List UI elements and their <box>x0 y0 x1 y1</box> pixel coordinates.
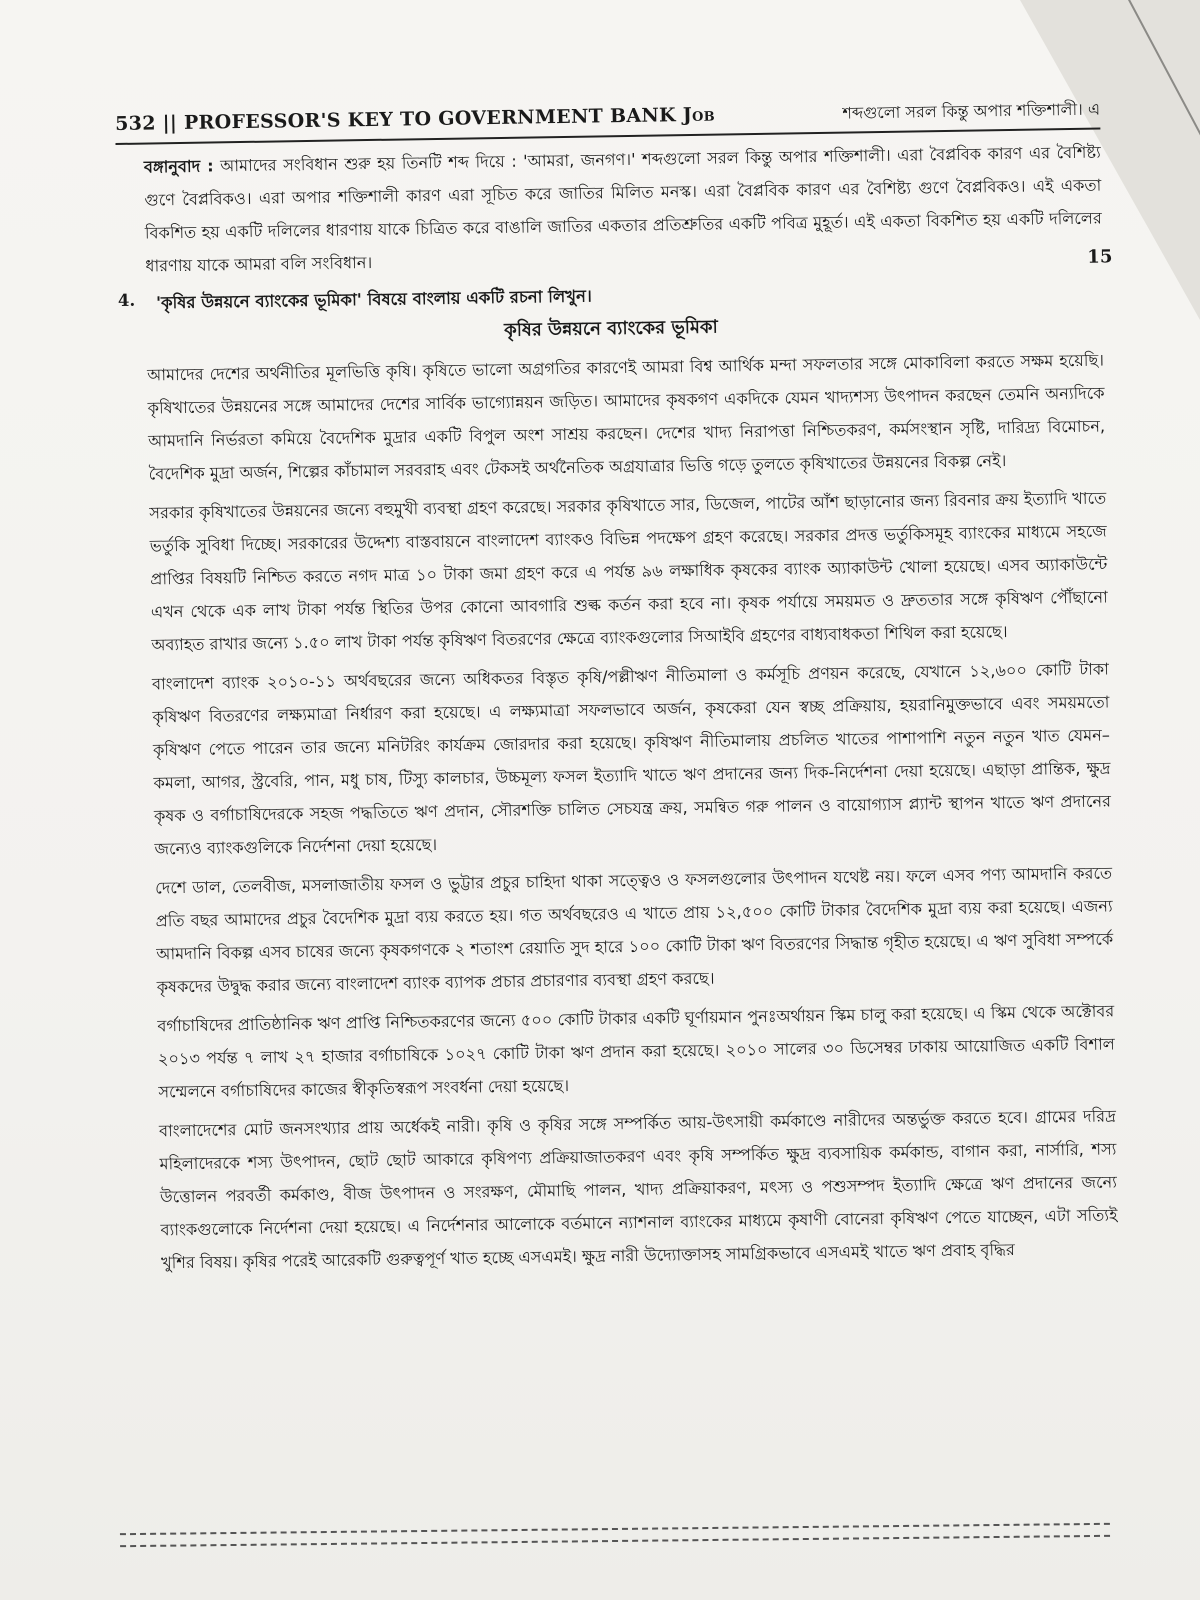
essay-paragraph-6: বাংলাদেশের মোট জনসংখ্যার প্রায় অর্ধেকই নারী। কৃষি ও কৃষির সঙ্গে সম্পর্কিত আয়-উৎসায়ী কর্মকাণ্ডে নারীদের অন্তর্ভুক্ত করতে হবে। গ্রামের দরিদ্র মহিলাদেরকে শস্য উৎপাদন, ছোট ছোট আকারে কৃষিপণ্য প্রক্রিয়াজাতকরণ এবং কৃষি সম্পর্কিত ক্ষুদ্র ব্যবসায়িক কর্মকান্ড, বাগান করা, নার্সারি, শস্য উত্তোলন পরবর্তী কর্মকাণ্ড, বীজ উৎপাদন ও সংরক্ষণ, মৌমাছি পালন, খাদ্য প্রক্রিয়াকরণ, মৎস্য ও পশুসম্পদ ইত্যাদি ক্ষেত্রে ঋণ প্রদানের জন্যে ব্যাংকগুলোকে নির্দেশনা দেয়া হয়েছে। এ নির্দেশনার আলোকে বর্তমানে ন্যাশনাল ব্যাংকের মাধ্যমে কৃষাণী বোনেরা কৃষিঋণ পেতে যাচ্ছেন, এটা সত্যিই খুশির বিষয়। কৃষির পরেই আরেকটি গুরুত্বপূর্ণ খাত হচ্ছে এসএমই। ক্ষুদ্র নারী উদ্যোক্তাসহ সামগ্রিকভাবে এসএমই খাতে ঋণ প্রবাহ বৃদ্ধির <box>158 1106 1118 1273</box>
essay-paragraph-1: আমাদের দেশের অর্থনীতির মূলভিত্তি কৃষি। কৃষিতে ভালো অগ্রগতির কারণেই আমরা বিশ্ব আর্থিক মন্দা সফলতার সঙ্গে মোকাবিলা করতে সক্ষম হয়েছি। কৃষিখাতের উন্নয়নের সঙ্গে আমাদের দেশের সার্বিক ভাগ্যোন্নয়ন জড়িত। আমাদের কৃষকগণ একদিকে যেমন খাদ্যশস্য উৎপাদন করছেন তেমনি অন্যদিকে আমদানি নির্ভরতা কমিয়ে বৈদেশিক মুদ্রার একটি বিপুল অংশ সাশ্রয় করছেন। দেশের খাদ্য নিরাপত্তা নিশ্চিতকরণ, কর্মসংস্থান সৃষ্টি, দারিদ্র্য বিমোচন, বৈদেশিক মুদ্রা অর্জন, শিল্পের কাঁচামাল সরবরাহ এবং টেকসই অর্থনৈতিক অগ্রযাত্রার ভিত্তি গড়ে তুলতে কৃষিখাতের উন্নয়নের বিকল্প নেই। <box>146 350 1106 484</box>
running-head-title: 532 || PROFESSOR'S KEY TO GOVERNMENT BANK Job <box>115 103 716 135</box>
page-number: 15 <box>1087 246 1113 268</box>
essay-paragraph-2: সরকার কৃষিখাতের উন্নয়নের জন্যে বহুমুখী ব্যবস্থা গ্রহণ করেছে। সরকার কৃষিখাতে সার, ডিজেল, পাটের আঁশ ছাড়ানোর জন্য রিবনার ক্রয় ইত্যাদি খাতে ভর্তুকি সুবিধা দিচ্ছে। সরকারের উদ্দেশ্য বাস্তবায়নে বাংলাদেশ ব্যাংকও বিভিন্ন পদক্ষেপ গ্রহণ করেছে। সরকার প্রদত্ত ভর্তুকিসমূহ ব্যাংকের মাধ্যমে সহজে প্রাপ্তির বিষয়টি নিশ্চিত করতে নগদ মাত্র ১০ টাকা জমা গ্রহণ করে এ পর্যন্ত ৯৬ লক্ষাধিক কৃষকের ব্যাংক অ্যাকাউন্ট খোলা হয়েছে। এসব অ্যাকাউন্টে এখন থেকে এক লাখ টাকা পর্যন্ত স্থিতির উপর কোনো আবগারি শুল্ক কর্তন করা হবে না। কৃষক পর্যায়ে সময়মত ও দ্রুততার সঙ্গে কৃষিঋণ পৌঁছানো অব্যাহত রাখার জন্যে ১.৫০ লাখ টাকা পর্যন্ত কৃষিঋণ বিতরণের ক্ষেত্রে ব্যাংকগুলোর সিআইবি গ্রহণের বাধ্যবাধকতা শিথিল করা হয়েছে। <box>149 488 1108 655</box>
translation-text: আমাদের সংবিধান শুরু হয় তিনটি শব্দ দিয়ে : 'আমরা, জনগণ।' শব্দগুলো সরল কিন্তু অপার শক্তিশালী। এরা বৈপ্লবিক কারণ এর বৈশিষ্ট্য গুণে বৈপ্লবিকও। এরা অপার শক্তিশালী কারণ এরা সূচিত করে জাতির মিলিত মনস্ক। এরা বৈপ্লবিক কারণ এর বৈশিষ্ট্য গুণে বৈপ্লবিকও। এই একতা বিকশিত হয় একটি দলিলের ধারণায় যাকে চিত্রিত করে বাঙালি জাতির একতার প্রতিশ্রুতির একটি পবিত্র মুহূর্ত। এই একতা বিকশিত হয় একটি দলিলের ধারণায় যাকে আমরা বলি সংবিধান। <box>144 142 1102 276</box>
essay-title: কৃষির উন্নয়নে ব্যাংকের ভূমিকা <box>504 316 718 341</box>
translation-paragraph <box>116 136 1103 283</box>
page-content <box>115 97 1118 1286</box>
essay-paragraph-3: বাংলাদেশ ব্যাংক ২০১০-১১ অর্থবছরের জন্যে অধিকতর বিস্তৃত কৃষি/পল্লীঋণ নীতিমালা ও কর্মসূচি প্রণয়ন করেছে, যেখানে ১২,৬০০ কোটি টাকা কৃষিঋণ বিতরণের লক্ষ্যমাত্রা নির্ধারণ করা হয়েছে। এ লক্ষ্যমাত্রা সফলভাবে অর্জন, কৃষকেরা যেন স্বচ্ছ প্রক্রিয়ায়, হয়রানিমুক্তভাবে এবং সময়মতো কৃষিঋণ পেতে পারেন তার জন্যে মনিটরিং কার্যক্রম জোরদার করা হয়েছে। কৃষিঋণ নীতিমালায় প্রচলিত খাতের পাশাপাশি নতুন নতুন খাত যেমন– কমলা, আগর, স্ট্রবেরি, পান, মধু চাষ, টিস্যু কালচার, উচ্চমূল্য ফসল ইত্যাদি খাতে ঋণ প্রদানের জন্য দিক-নির্দেশনা দেয়া হয়েছে। এছাড়া প্রান্তিক, ক্ষুদ্র কৃষক ও বর্গাচাষিদেরকে সহজ পদ্ধতিতে ঋণ প্রদান, সৌরশক্তি চালিত সেচযন্ত্র ক্রয়, সমন্বিত গরু পালন ও বায়োগ্যাস প্ল্যান্ট স্থাপন খাতে ঋণ প্রদানের জন্যেও ব্যাংকগুলিকে নির্দেশনা দেয়া হয়েছে। <box>151 659 1112 859</box>
question-text: 'কৃষির উন্নয়নে ব্যাংকের ভূমিকা' বিষয়ে বাংলায় একটি রচনা লিখুন। <box>155 286 592 313</box>
footer-dashed-rule <box>120 1523 1110 1547</box>
translation-label: বঙ্গানুবাদ : <box>143 156 214 177</box>
essay-paragraph-4: দেশে ডাল, তেলবীজ, মসলাজাতীয় ফসল ও ভুট্টার প্রচুর চাহিদা থাকা সত্ত্বেও ও ফসলগুলোর উৎপাদন যথেষ্ট নয়। ফলে এসব পণ্য আমদানি করতে প্রতি বছর আমাদের প্রচুর বৈদেশিক মুদ্রা ব্যয় করতে হয়। গত অর্থবছরেও এ খাতে প্রায় ১২,৫০০ কোটি টাকার বৈদেশিক মুদ্রা ব্যয় করা হয়েছে। এজন্য আমদানি বিকল্প এসব চাষের জন্যে কৃষকগণকে ২ শতাংশ রেয়াতি সুদ হারে ১০০ কোটি টাকা ঋণ বিতরণের সিদ্ধান্ত গৃহীত হয়েছে। এ ঋণ সুবিধা সম্পর্কে কৃষকদের উদ্বুদ্ধ করার জন্যে বাংলাদেশ ব্যাংক ব্যাপক প্রচার প্রচারণার ব্যবস্থা গ্রহণ করছে। <box>155 863 1114 997</box>
question-number: 4. <box>117 290 136 310</box>
essay-paragraph-5: বর্গাচাষিদের প্রাতিষ্ঠানিক ঋণ প্রাপ্তি নিশ্চিতকরণের জন্যে ৫০০ কোটি টাকার একটি ঘূর্ণায়মান পুনঃঅর্থায়ন স্কিম চালু করা হয়েছে। এ স্কিম থেকে অক্টোবর ২০১৩ পর্যন্ত ৭ লাখ ২৭ হাজার বর্গাচাষিকে ১০২৭ কোটি টাকা ঋণ প্রদান করা হয়েছে। ২০১০ সালের ৩০ ডিসেম্বর ঢাকায় আয়োজিত একটি বিশাল সম্মেলনে বর্গাচাষিদের কাজের স্বীকৃতিস্বরূপ সংবর্ধনা দেয়া হয়েছে। <box>157 1001 1115 1102</box>
running-head-continued-text: শব্দগুলো সরল কিন্তু অপার শক্তিশালী। এ <box>842 99 1101 123</box>
